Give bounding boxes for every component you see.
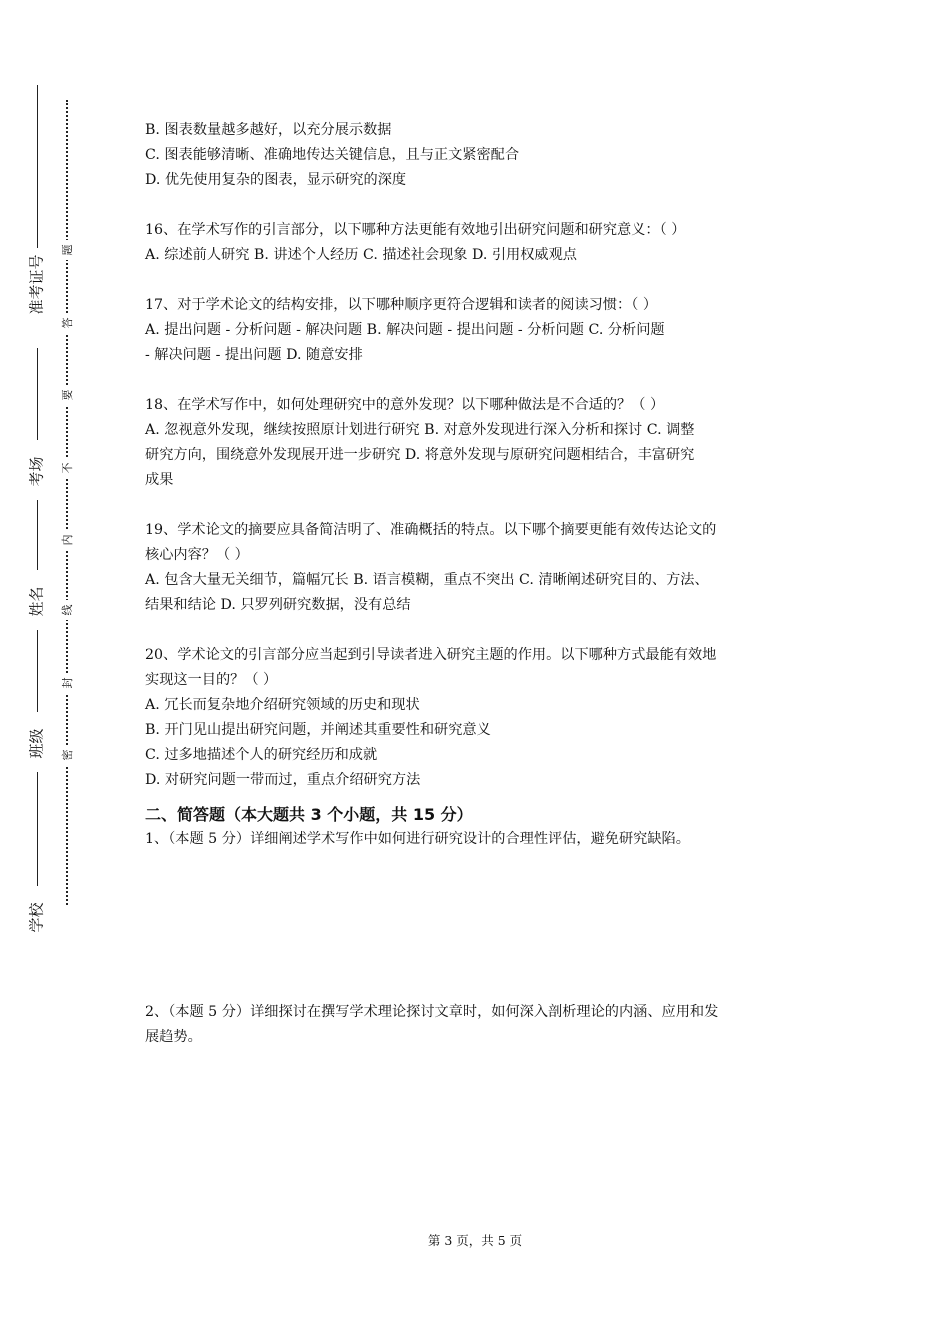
question-stem: 17、对于学术论文的结构安排，以下哪种顺序更符合逻辑和读者的阅读习惯：（ ） bbox=[145, 297, 658, 313]
question-stem: 20、学术论文的引言部分应当起到引导读者进入研究主题的作用。以下哪种方式最能有效地 bbox=[145, 647, 717, 663]
option-line: B. 图表数量越多越好，以充分展示数据 bbox=[145, 122, 392, 138]
short-answer-q2 bbox=[145, 1000, 825, 1050]
option-line: A. 包含大量无关细节，篇幅冗长 B. 语言模糊，重点不突出 C. 清晰阐述研究目的、方法、 bbox=[145, 572, 709, 588]
option-line: 成果 bbox=[145, 472, 174, 488]
question-16 bbox=[145, 218, 825, 268]
seal-char: 要 bbox=[59, 385, 75, 405]
question-stem: 2、（本题 5 分）详细探讨在撰写学术理论探讨文章时，如何深入剖析理论的内涵、应用和发 bbox=[145, 1004, 719, 1020]
seal-char: 内 bbox=[59, 530, 75, 550]
section-title: 二、简答题（本大题共 3 个小题，共 15 分） bbox=[145, 805, 473, 824]
question-stem: 18、在学术写作中，如何处理研究中的意外发现？以下哪种做法是不合适的？（ ） bbox=[145, 397, 665, 413]
option-line: D. 优先使用复杂的图表，显示研究的深度 bbox=[145, 172, 407, 188]
option-line: 结果和结论 D. 只罗列研究数据，没有总结 bbox=[145, 597, 411, 613]
seal-char: 封 bbox=[59, 673, 75, 693]
seal-char: 不 bbox=[59, 458, 75, 478]
seal-char: 答 bbox=[59, 313, 75, 333]
question-19 bbox=[145, 518, 825, 618]
question-stem: 19、学术论文的摘要应具备简洁明了、准确概括的特点。以下哪个摘要更能有效传达论文的 bbox=[145, 522, 717, 538]
seal-char: 线 bbox=[59, 600, 75, 620]
binding-solid-line bbox=[37, 85, 38, 925]
option-line: - 解决问题 - 提出问题 D. 随意安排 bbox=[145, 347, 363, 363]
binding-margin bbox=[0, 0, 120, 1344]
exam-content bbox=[145, 118, 825, 1050]
short-answer-q1: 1、（本题 5 分）详细阐述学术写作中如何进行研究设计的合理性评估，避免研究缺陷。 bbox=[145, 831, 690, 847]
question-stem: 展趋势。 bbox=[145, 1029, 202, 1045]
seal-char: 题 bbox=[59, 240, 75, 260]
option-line: D. 对研究问题一带而过，重点介绍研究方法 bbox=[145, 772, 421, 788]
option-line: A. 综述前人研究 B. 讲述个人经历 C. 描述社会现象 D. 引用权威观点 bbox=[145, 247, 577, 263]
label-class: 班级 bbox=[22, 712, 52, 772]
label-name: 姓名 bbox=[22, 570, 52, 630]
question-20 bbox=[145, 643, 825, 793]
seal-char: 密 bbox=[59, 745, 75, 765]
option-line: A. 提出问题 - 分析问题 - 解决问题 B. 解决问题 - 提出问题 - 分析问题 C. 分析问题 bbox=[145, 322, 665, 338]
question-stem: 实现这一目的？（ ） bbox=[145, 672, 278, 688]
page-footer: 第 3 页，共 5 页 bbox=[427, 1233, 523, 1248]
label-exam-number: 准考证号 bbox=[22, 248, 52, 348]
question-15-options bbox=[145, 118, 825, 193]
option-line: A. 忽视意外发现，继续按照原计划进行研究 B. 对意外发现进行深入分析和探讨 C. 调整 bbox=[145, 422, 695, 438]
option-line: 研究方向，围绕意外发现展开进一步研究 D. 将意外发现与原研究问题相结合，丰富研究 bbox=[145, 447, 695, 463]
answer-space bbox=[145, 852, 825, 1000]
question-stem: 16、在学术写作的引言部分，以下哪种方法更能有效地引出研究问题和研究意义：（ ） bbox=[145, 222, 686, 238]
question-17 bbox=[145, 293, 825, 368]
question-stem: 核心内容？（ ） bbox=[145, 547, 249, 563]
option-line: C. 图表能够清晰、准确地传达关键信息，且与正文紧密配合 bbox=[145, 147, 520, 163]
option-line: C. 过多地描述个人的研究经历和成就 bbox=[145, 747, 378, 763]
label-exam-room: 考场 bbox=[22, 440, 52, 500]
question-18 bbox=[145, 393, 825, 493]
binding-dotted-line bbox=[66, 100, 68, 905]
option-line: A. 冗长而复杂地介绍研究领域的历史和现状 bbox=[145, 697, 420, 713]
label-school: 学校 bbox=[22, 886, 52, 946]
option-line: B. 开门见山提出研究问题，并阐述其重要性和研究意义 bbox=[145, 722, 491, 738]
